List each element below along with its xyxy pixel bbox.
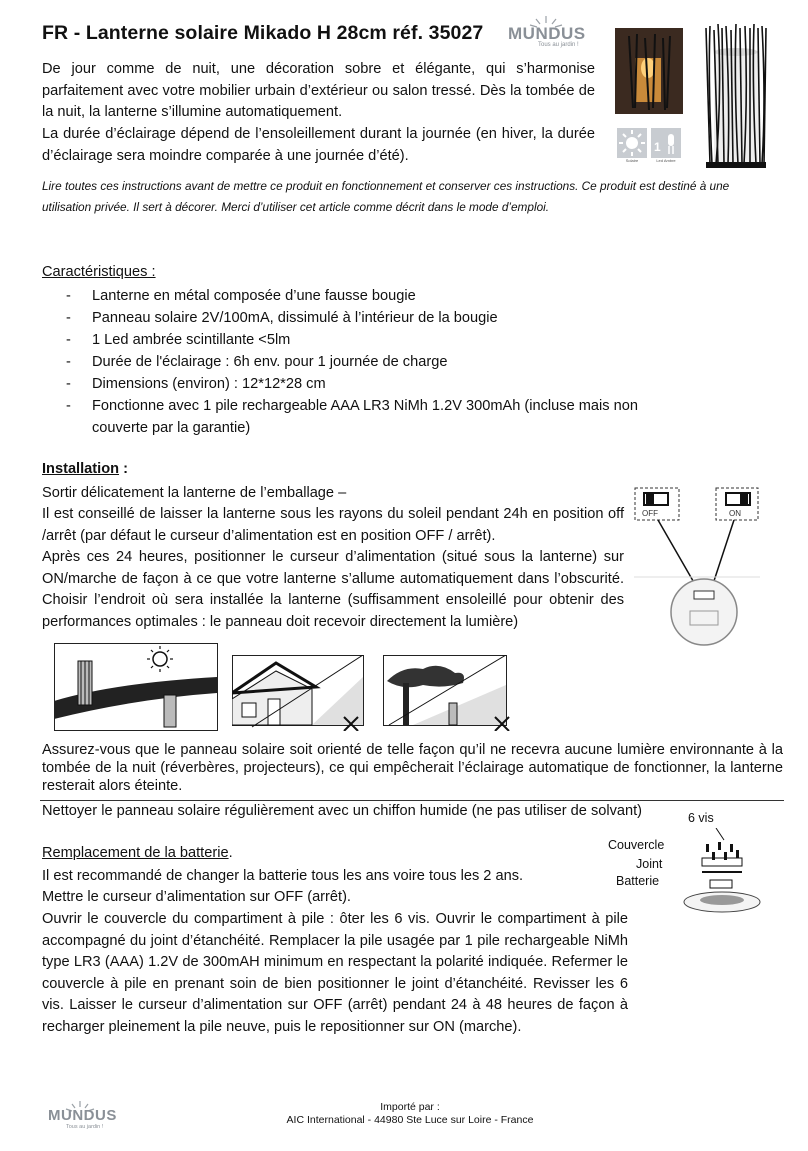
footer-imported-by: Importé par : bbox=[380, 1101, 440, 1113]
brand-name: MUNDUS bbox=[508, 24, 586, 43]
brand-logo bbox=[508, 14, 584, 50]
installation-step-1: Sortir délicatement la lanterne de l’emballage – bbox=[42, 485, 347, 501]
battery-diagram bbox=[676, 828, 762, 920]
page-title: FR - Lanterne solaire Mikado H 28cm réf. 35027 bbox=[42, 22, 484, 44]
intro-paragraph-1: De jour comme de nuit, une décoration sobre et élégante, qui s’harmonise parfaitement avec votre mobilier urbain d’extérieur ou salon tressé. Dès la tombée de la nuit, la lanterne s’illumine automatiquement. bbox=[42, 61, 595, 120]
battery-step-1: Il est recommandé de changer la batterie tous les ans voire tous les 2 ans. bbox=[42, 868, 524, 884]
feature-item: - Lanterne en métal composée d’une fausse bougie bbox=[66, 288, 416, 304]
footer-logo bbox=[48, 1100, 124, 1136]
usage-note: Lire toutes ces instructions avant de mettre ce produit en fonctionnement et conserver ces instructions. Ce produit est destiné à une utilisation privée. Il sert à décorer. Merci d’utiliser cet article comme décrit dans le mode d’emploi. bbox=[42, 179, 730, 214]
installation-step-3: Après ces 24 heures, positionner le curseur d’alimentation (situé sous la lanterne) sur ON/marche de façon à ce que votre lanterne s’allume automatiquement dans l’obscurité. Choisir l’endroit où sera installée la lanterne (suffisamment ensoleillé pour obtenir des performances optimales : le panneau doit recevoir directement la lumière) bbox=[42, 549, 624, 630]
installation-heading: Installation : bbox=[42, 461, 128, 477]
led-count: 1 bbox=[654, 140, 661, 154]
feature-item: - 1 Led ambrée scintillante <5lm bbox=[66, 332, 291, 348]
footer-brand-tagline: Tous au jardin ! bbox=[66, 1124, 104, 1130]
illustration-sunny-placement bbox=[54, 643, 218, 731]
cleaning-note: Nettoyer le panneau solaire régulièrement avec un chiffon humide (ne pas utiliser de solvant) bbox=[42, 803, 643, 819]
house-shadow-icon bbox=[232, 655, 364, 731]
feature-item: - Panneau solaire 2V/100mA, dissimulé à l’intérieur de la bougie bbox=[66, 310, 498, 326]
switch-on-label: ON bbox=[729, 509, 741, 518]
screws-label: 6 vis bbox=[688, 811, 714, 825]
cover-label: Couvercle bbox=[608, 838, 665, 852]
illustration-house-shadow bbox=[232, 655, 364, 731]
brand-tagline: Tous au jardin ! bbox=[538, 42, 579, 48]
battery-step-2: Mettre le curseur d’alimentation sur OFF (arrêt). bbox=[42, 889, 351, 905]
lantern-drawing bbox=[700, 22, 772, 170]
lantern-photo-icon bbox=[615, 28, 683, 114]
battery-exploded-icon bbox=[676, 828, 762, 920]
battery-step-3: Ouvrir le couvercle du compartiment à pile : ôter les 6 vis. Ouvrir le compartiment à pile accompagné du joint d’étanchéité. Remplacer la pile usagée par 1 pile rechargeable NiMh type LR3 (AAA) 1.2V de 300mAH minimum en respectant la polarité indiquée. Refermer le couvercle à pile en prenant soin de bien positionner le joint d’étanchéité. Revisser les 6 vis. Laisser le curseur d’alimentation sur OFF (arrêt) pendant 24 à 48 heures de façon à recharger pleinement la pile neuve, puis le repositionner sur ON (marche). bbox=[42, 911, 628, 1035]
led-icon-label: Led Ambre bbox=[656, 158, 676, 163]
intro-paragraph-2: La durée d’éclairage dépend de l’ensoleillement durant la journée (en hiver, la durée d’éclairage sera moindre comparée à une journée d’été). bbox=[42, 126, 595, 164]
feature-item: - Dimensions (environ) : 12*12*28 cm bbox=[66, 376, 326, 392]
solar-icon-label: Solaire bbox=[625, 158, 639, 163]
feature-item: - Durée de l'éclairage : 6h env. pour 1 journée de charge bbox=[66, 354, 448, 370]
product-photo bbox=[615, 28, 683, 114]
tree-shadow-icon bbox=[383, 655, 513, 731]
battery-label: Batterie bbox=[616, 874, 660, 888]
switch-diagram bbox=[634, 485, 760, 649]
battery-heading: Remplacement de la batterie. bbox=[42, 845, 233, 861]
installation-step-2: Il est conseillé de laisser la lanterne sous les rayons du soleil pendant 24h en position off /arrêt (par défaut le curseur d’alimentation est en position OFF / arrêt). bbox=[42, 506, 624, 544]
illustration-tree-shadow bbox=[383, 655, 513, 731]
led-icon bbox=[651, 128, 681, 158]
footer-address: AIC International - 44980 Ste Luce sur Loire - France bbox=[286, 1114, 534, 1126]
features-list bbox=[42, 285, 682, 439]
lantern-icon bbox=[700, 22, 772, 170]
footer-brand-name: MUNDUS bbox=[48, 1107, 117, 1124]
installation-warning: Assurez-vous que le panneau solaire soit orienté de telle façon qu’il ne recevra aucune lumière environnante à la tombée de la nuit (réverbères, projecteurs), ce qui empêcherait l’éclairage automatique de fonctionner, la lanterne resterait alors éteinte. bbox=[42, 742, 783, 794]
feature-item: - Fonctionne avec 1 pile rechargeable AAA LR3 NiMh 1.2V 300mAh (incluse mais non couverte par la garantie) bbox=[66, 398, 638, 436]
switch-off-label: OFF bbox=[642, 509, 658, 518]
joint-label: Joint bbox=[636, 857, 663, 871]
sun-lantern-icon bbox=[54, 643, 218, 731]
solar-icon bbox=[617, 128, 647, 158]
features-heading: Caractéristiques : bbox=[42, 264, 156, 280]
